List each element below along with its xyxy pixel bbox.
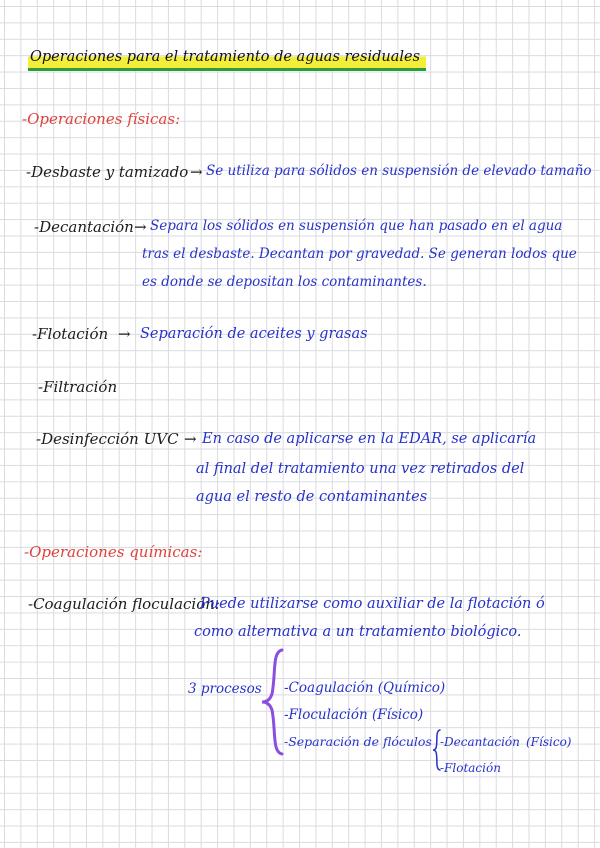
- label-desbaste: -Desbaste y tamizado: [26, 163, 189, 181]
- text-decantacion-line-2: tras el desbaste. Decantan por gravedad. Se generan lodos que: [142, 246, 577, 262]
- item-floculacion: -Floculación (Físico): [284, 707, 424, 723]
- arrow-desbaste: →: [190, 163, 203, 181]
- label-desinfeccion: -Desinfección UVC: [36, 430, 179, 448]
- text-desinfeccion-line-3: agua el resto de contaminantes: [196, 489, 428, 505]
- arrow-decantacion: →: [134, 218, 147, 236]
- text-decantacion-line-3: es donde se depositan los contaminantes.: [142, 274, 427, 290]
- page-title: Operaciones para el tratamiento de aguas residuales: [28, 48, 426, 71]
- text-flotacion: Separación de aceites y grasas: [140, 326, 368, 342]
- text-desbaste: Se utiliza para sólidos en suspensión de elevado tamaño: [206, 163, 592, 179]
- sub-item-note: (Físico): [526, 735, 572, 749]
- sub-item-decantacion: -Decantación: [440, 735, 520, 749]
- label-coagulacion: -Coagulación floculación:: [28, 595, 220, 613]
- text-coagulacion-line-1: Puede utilizarse como auxiliar de la flotación ó: [200, 596, 545, 612]
- item-coagulacion: -Coagulación (Químico): [284, 680, 446, 696]
- text-decantacion-line-1: Separa los sólidos en suspensión que han pasado en el agua: [150, 218, 563, 234]
- item-separacion: -Separación de flóculos: [284, 734, 432, 749]
- label-procesos: 3 procesos: [188, 681, 262, 697]
- section-heading-chemical: -Operaciones químicas:: [24, 543, 203, 561]
- text-desinfeccion-line-2: al final del tratamiento una vez retirados del: [196, 461, 525, 477]
- arrow-flotacion: →: [118, 325, 131, 343]
- label-flotacion: -Flotación: [32, 325, 109, 343]
- section-heading-physical: -Operaciones físicas:: [22, 110, 181, 128]
- arrow-desinfeccion: →: [184, 430, 197, 448]
- label-filtracion: -Filtración: [38, 378, 118, 396]
- sub-item-flotacion: -Flotación: [440, 761, 501, 775]
- label-decantacion: -Decantación: [34, 218, 134, 236]
- text-desinfeccion-line-1: En caso de aplicarse en la EDAR, se aplicaría: [202, 431, 537, 447]
- text-coagulacion-line-2: como alternativa a un tratamiento biológico.: [194, 624, 522, 640]
